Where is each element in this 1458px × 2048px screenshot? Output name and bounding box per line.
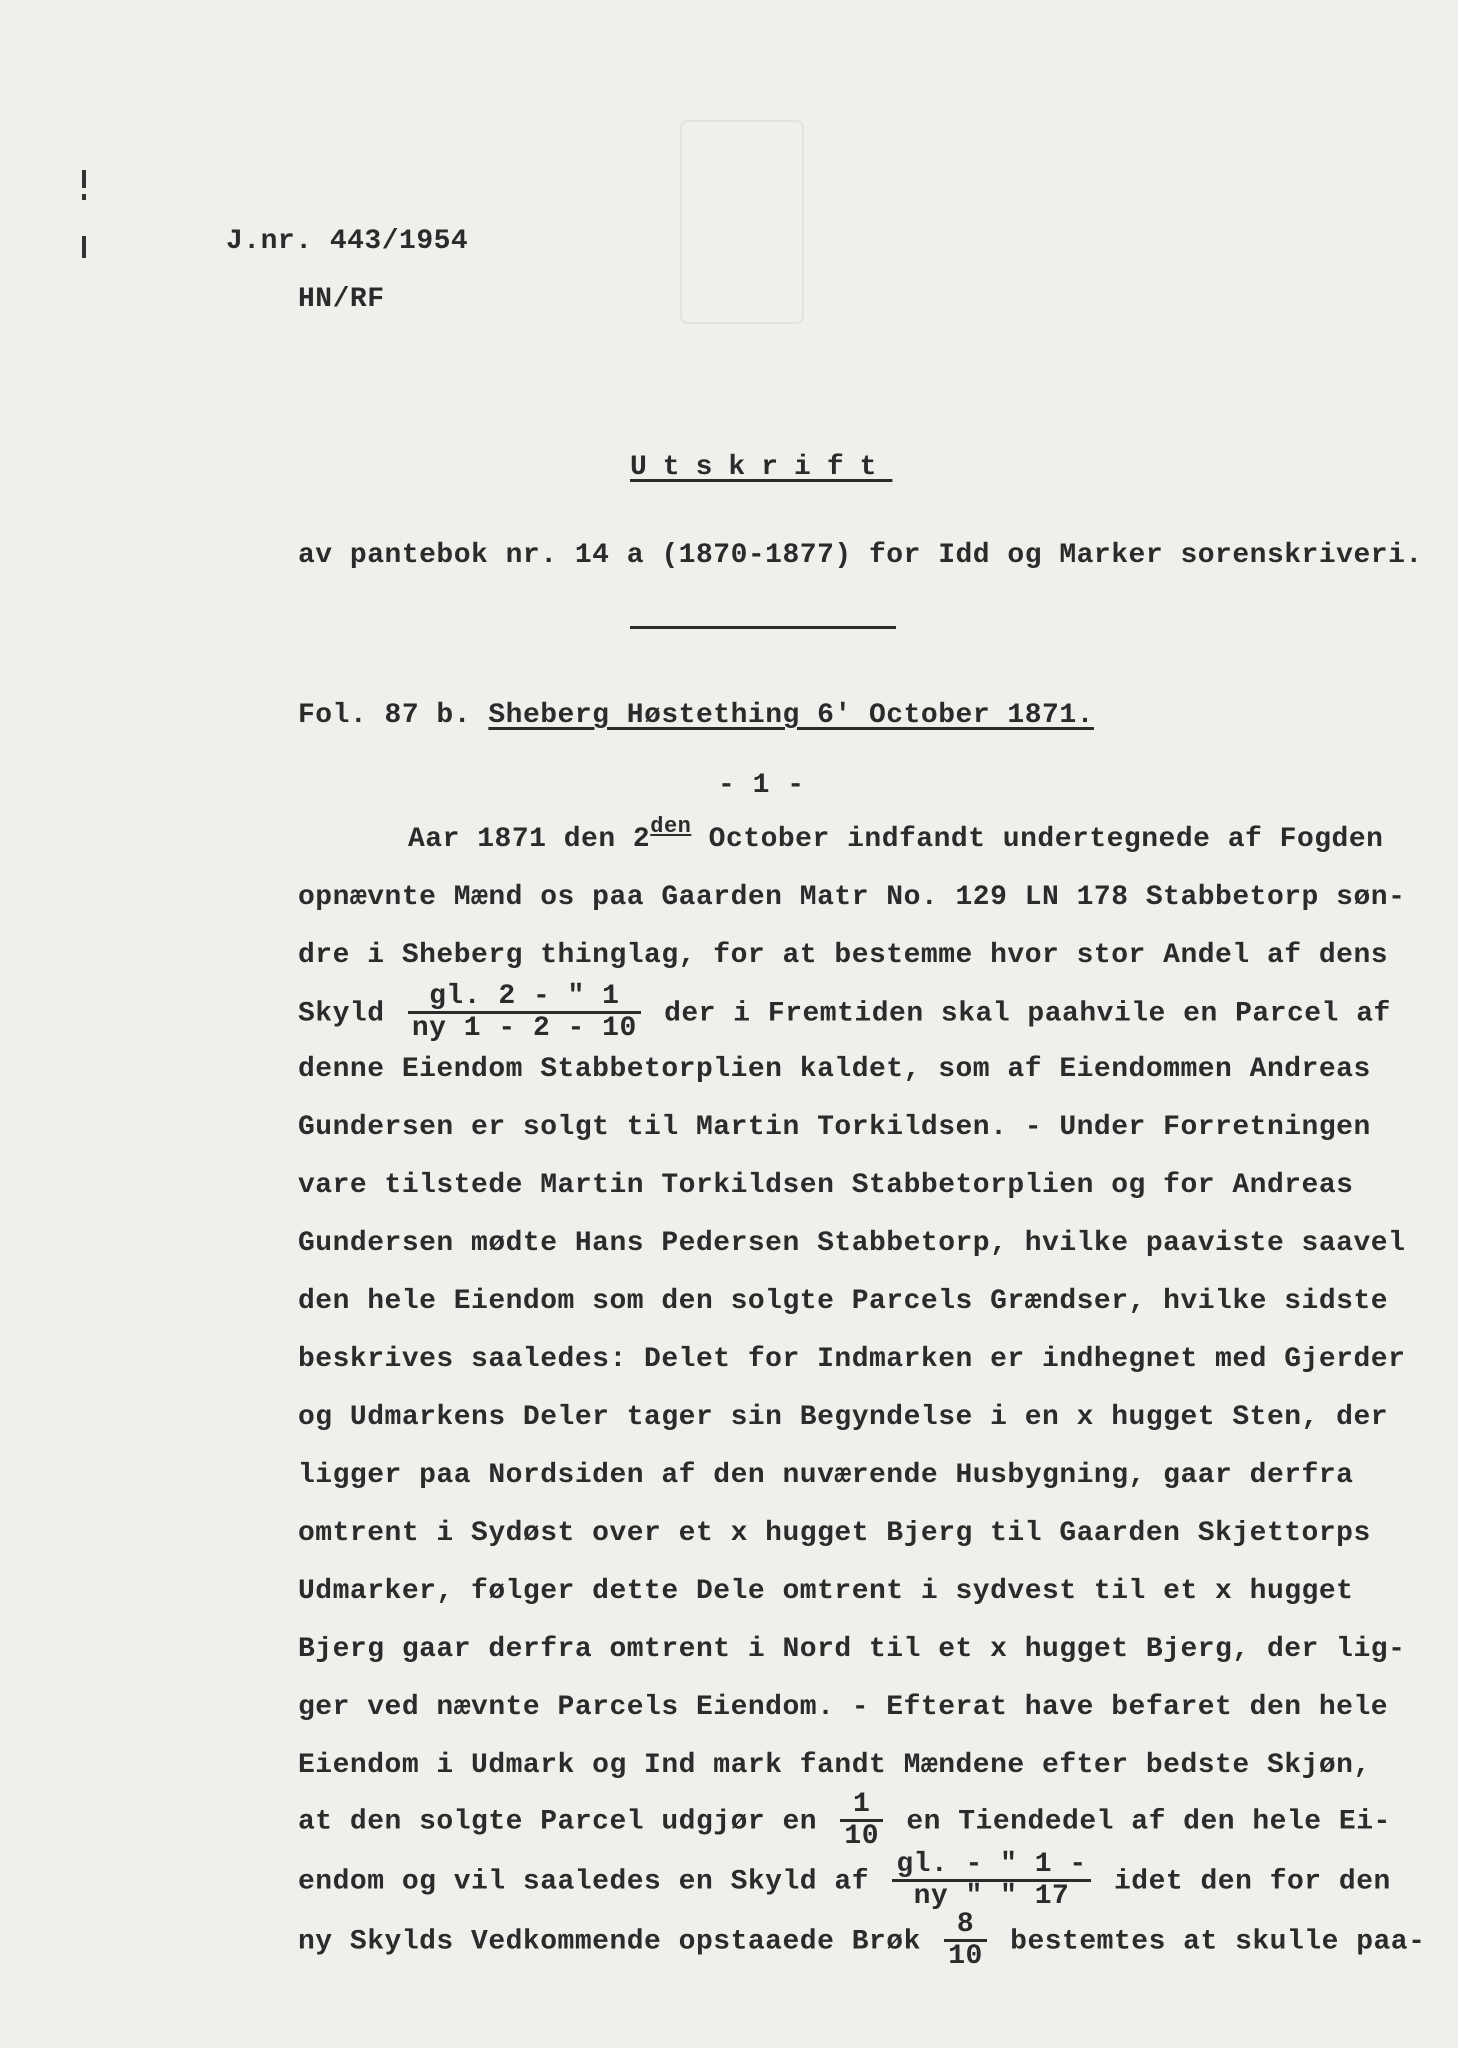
line-text: en Tiendedel af den hele Ei- bbox=[906, 1806, 1391, 1838]
text-line-fraction bbox=[298, 982, 1391, 1044]
folio-session: Sheberg Høstething 6' October 1871. bbox=[488, 700, 1094, 731]
text-line: beskrives saaledes: Delet for Indmarken er indhegnet med Gjerder bbox=[298, 1344, 1406, 1375]
text-line: den hele Eiendom som den solgte Parcels Grændser, hvilke sidste bbox=[298, 1286, 1389, 1317]
text-line-fraction bbox=[298, 1910, 1425, 1972]
line-text: Skyld bbox=[298, 998, 385, 1030]
text-line-fraction bbox=[298, 1850, 1391, 1912]
folio-line bbox=[298, 700, 1094, 731]
fraction-denominator: ny 1 - 2 - 10 bbox=[411, 1013, 637, 1045]
document-title: Utskrift bbox=[630, 452, 893, 483]
line-text: October indfandt undertegnede af Fogden bbox=[691, 824, 1384, 855]
journal-number: J.nr. 443/1954 bbox=[226, 226, 469, 257]
margin-mark bbox=[82, 194, 86, 200]
fraction-numerator: gl. 2 - " 1 bbox=[408, 982, 641, 1014]
fraction-numerator: gl. - " 1 - bbox=[892, 1850, 1090, 1882]
text-line: vare tilstede Martin Torkildsen Stabbetorplien og for Andreas bbox=[298, 1170, 1354, 1201]
fraction bbox=[944, 1910, 987, 1972]
fraction-numerator: 8 bbox=[944, 1910, 987, 1942]
fraction-denominator: 10 bbox=[948, 1941, 983, 1973]
line-text: ny Skylds Vedkommende opstaaede Brøk bbox=[298, 1926, 921, 1958]
text-line: Gundersen er solgt til Martin Torkildsen. - Under Forretningen bbox=[298, 1112, 1371, 1143]
text-line: Gundersen mødte Hans Pedersen Stabbetorp, hvilke paaviste saavel bbox=[298, 1228, 1406, 1259]
fraction bbox=[408, 982, 641, 1044]
text-line: ger ved nævnte Parcels Eiendom. - Efterat have befaret den hele bbox=[298, 1692, 1389, 1723]
divider-rule bbox=[630, 626, 896, 629]
faint-stamp bbox=[680, 120, 804, 324]
initials: HN/RF bbox=[298, 284, 385, 315]
margin-mark bbox=[82, 170, 86, 188]
text-line: Udmarker, følger dette Dele omtrent i sydvest til et x hugget bbox=[298, 1576, 1354, 1607]
margin-mark bbox=[82, 236, 86, 258]
text-line: Eiendom i Udmark og Ind mark fandt Mændene efter bedste Skjøn, bbox=[298, 1750, 1371, 1781]
line-text: idet den for den bbox=[1113, 1866, 1391, 1898]
text-line: ligger paa Nordsiden af den nuværende Husbygning, gaar derfra bbox=[298, 1460, 1354, 1491]
folio-prefix: Fol. 87 b. bbox=[298, 700, 472, 731]
text-line: omtrent i Sydøst over et x hugget Bjerg til Gaarden Skjettorps bbox=[298, 1518, 1371, 1549]
line-text: endom og vil saaledes en Skyld af bbox=[298, 1866, 869, 1898]
text-line: dre i Sheberg thinglag, for at bestemme hvor stor Andel af dens bbox=[298, 940, 1389, 971]
fraction-denominator: 10 bbox=[844, 1821, 880, 1853]
fraction bbox=[840, 1790, 883, 1852]
text-line: opnævnte Mænd os paa Gaarden Matr No. 129 LN 178 Stabbetorp søn- bbox=[298, 882, 1406, 913]
line-text: der i Fremtiden skal paahvile en Parcel af bbox=[664, 998, 1391, 1030]
text-line: og Udmarkens Deler tager sin Begyndelse i en x hugget Sten, der bbox=[298, 1402, 1389, 1433]
fraction bbox=[892, 1850, 1090, 1912]
text-line bbox=[408, 814, 1384, 855]
text-line: denne Eiendom Stabbetorplien kaldet, som af Eiendommen Andreas bbox=[298, 1054, 1371, 1085]
line-text: Aar 1871 den 2 bbox=[408, 824, 651, 855]
fraction-denominator: ny " " 17 bbox=[913, 1881, 1070, 1913]
line-text: bestemtes at skulle paa- bbox=[1010, 1926, 1426, 1958]
text-line-fraction bbox=[298, 1790, 1391, 1852]
document-subtitle: av pantebok nr. 14 a (1870-1877) for Idd og Marker sorenskriveri. bbox=[298, 540, 1423, 571]
superscript: den bbox=[650, 814, 692, 839]
page-marker: - 1 - bbox=[718, 770, 805, 801]
line-text: at den solgte Parcel udgjør en bbox=[298, 1806, 818, 1838]
fraction-numerator: 1 bbox=[840, 1790, 883, 1822]
text-line: Bjerg gaar derfra omtrent i Nord til et x hugget Bjerg, der lig- bbox=[298, 1634, 1406, 1665]
